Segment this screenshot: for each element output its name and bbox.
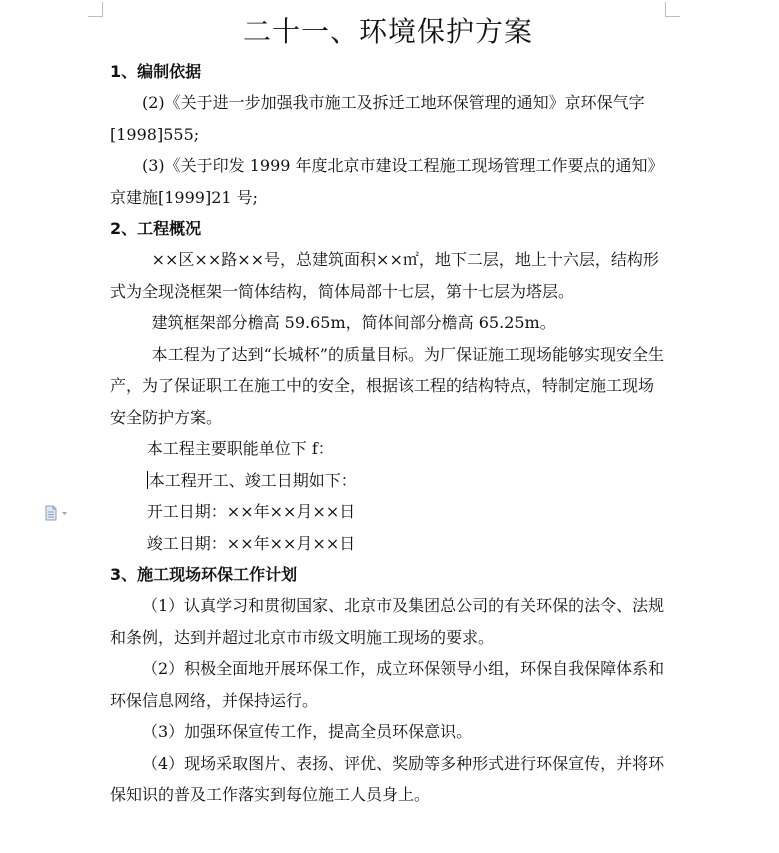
paragraph-with-cursor (110, 465, 666, 497)
section-heading: 3、施工现场环保工作计划 (110, 565, 298, 584)
paragraph: (3)《关于印发 1999 年度北京市建设工程施工现场管理工作要点的通知》京建施[1999]21 号; (110, 156, 664, 207)
paragraph: 建筑框架部分檐高 59.65m，简体间部分檐高 65.25m。 (151, 313, 556, 332)
document-body[interactable] (110, 12, 666, 811)
paragraph: （1）认真学习和贯彻国家、北京市及集团总公司的有关环保的法令、法规和条例，达到并超过北京市市级文明施工现场的要求。 (110, 596, 665, 647)
document-title: 二十一、环境保护方案 (242, 15, 533, 48)
page-corner-mark-top-right (665, 2, 680, 17)
paragraph: （3）加强环保宣传工作，提高全员环保意识。 (142, 722, 473, 741)
section-heading: 2、工程概况 (110, 219, 202, 238)
paragraph: （2）积极全面地开展环保工作，成立环保领导小组，环保自我保障体系和环保信息网络，并保持运行。 (110, 659, 665, 710)
paragraph: （4）现场采取图片、表扬、评优、奖励等多种形式进行环保宣传，并将环保知识的普及工作落实到每位施工人员身上。 (110, 753, 665, 804)
section-heading: 1、编制依据 (110, 62, 202, 81)
paragraph: 本工程主要职能单位下 f： (146, 439, 334, 458)
paragraph: 开工日期：××年××月××日 (146, 502, 356, 521)
paragraph: ××区××路××号，总建筑面积××㎡，地下二层，地上十六层，结构形式为全现浇框架一简体结构，简体局部十七层，第十七层为塔层。 (110, 250, 659, 301)
page-corner-mark-top-left (88, 2, 103, 17)
paragraph-text: 本工程开工、竣工日期如下： (148, 470, 357, 490)
paragraph: 本工程为了达到“长城杯”的质量目标。为厂保证施工现场能够实现安全生产，为了保证职工在施工中的安全，根据该工程的结构特点，特制定施工现场安全防护方案。 (110, 344, 664, 427)
paragraph: (2)《关于进一步加强我市施工及拆迁工地环保管理的通知》京环保气字[1998]555; (110, 93, 645, 144)
paragraph: 竣工日期：××年××月××日 (146, 533, 356, 553)
paragraph-options-icon[interactable] (43, 505, 73, 521)
text-cursor (147, 471, 148, 489)
